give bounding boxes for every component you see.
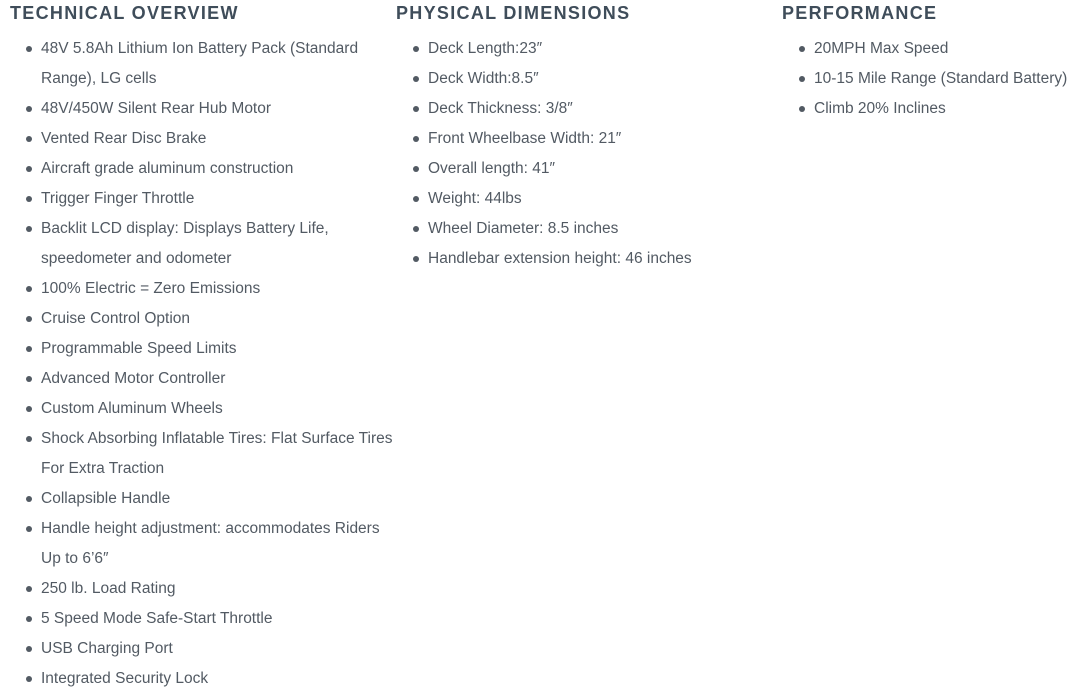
spec-item-text: 10-15 Mile Range (Standard Battery) <box>814 70 1068 87</box>
spec-item-text: Overall length: 41″ <box>428 160 555 177</box>
spec-item-text: Integrated Security Lock <box>41 670 209 687</box>
spec-item-text: Vented Rear Disc Brake <box>41 130 207 147</box>
spec-item-text: Advanced Motor Controller <box>41 370 226 387</box>
spec-item-text: Weight: 44lbs <box>428 190 522 207</box>
spec-item <box>396 154 756 184</box>
spec-item <box>10 184 395 214</box>
spec-item-text: Deck Thickness: 3/8″ <box>428 100 573 117</box>
spec-item <box>10 514 395 574</box>
spec-item <box>396 124 756 154</box>
bullet-icon <box>26 496 32 502</box>
spec-item <box>396 244 756 274</box>
bullet-icon <box>413 136 419 142</box>
spec-item-text: Front Wheelbase Width: 21″ <box>428 130 622 147</box>
technical-overview-section <box>10 0 395 694</box>
spec-item <box>10 574 395 604</box>
spec-item <box>10 124 395 154</box>
spec-item-text: 48V/450W Silent Rear Hub Motor <box>41 100 272 117</box>
spec-item-text: Deck Width:8.5″ <box>428 70 539 87</box>
spec-item <box>782 94 1082 124</box>
spec-item <box>10 424 395 484</box>
physical-dimensions-list <box>396 34 756 274</box>
spec-item-text: Handlebar extension height: 46 inches <box>428 250 692 267</box>
bullet-icon <box>26 526 32 532</box>
bullet-icon <box>413 76 419 82</box>
bullet-icon <box>413 196 419 202</box>
bullet-icon <box>26 346 32 352</box>
spec-item-text: 100% Electric = Zero Emissions <box>41 280 261 297</box>
performance-list <box>782 34 1082 124</box>
spec-item <box>10 94 395 124</box>
spec-item-text: 20MPH Max Speed <box>814 40 949 57</box>
bullet-icon <box>413 106 419 112</box>
spec-item <box>10 394 395 424</box>
spec-item-text: Backlit LCD display: Displays Battery Life, speedometer and odometer <box>41 220 329 267</box>
spec-item <box>782 64 1082 94</box>
bullet-icon <box>26 166 32 172</box>
spec-item <box>782 34 1082 64</box>
performance-heading: PERFORMANCE <box>782 3 938 23</box>
spec-item <box>10 364 395 394</box>
spec-item <box>10 304 395 334</box>
spec-item-text: Aircraft grade aluminum construction <box>41 160 294 177</box>
spec-item-text: Wheel Diameter: 8.5 inches <box>428 220 619 237</box>
performance-section <box>782 0 1082 124</box>
spec-item-text: Collapsible Handle <box>41 490 171 507</box>
bullet-icon <box>799 76 805 82</box>
spec-item-text: USB Charging Port <box>41 640 173 657</box>
spec-item <box>10 634 395 664</box>
spec-item <box>10 214 395 274</box>
spec-item-text: Handle height adjustment: accommodates Riders Up to 6’6″ <box>41 520 380 567</box>
physical-dimensions-section <box>396 0 756 274</box>
spec-item-text: 48V 5.8Ah Lithium Ion Battery Pack (Standard Range), LG cells <box>41 40 359 87</box>
spec-item <box>396 34 756 64</box>
bullet-icon <box>799 46 805 52</box>
spec-item <box>10 334 395 364</box>
bullet-icon <box>26 226 32 232</box>
bullet-icon <box>26 676 32 682</box>
bullet-icon <box>799 106 805 112</box>
bullet-icon <box>26 196 32 202</box>
spec-item-text: 5 Speed Mode Safe-Start Throttle <box>41 610 273 627</box>
bullet-icon <box>413 166 419 172</box>
spec-item <box>396 214 756 244</box>
bullet-icon <box>26 46 32 52</box>
bullet-icon <box>26 406 32 412</box>
bullet-icon <box>26 616 32 622</box>
bullet-icon <box>26 436 32 442</box>
spec-item-text: Custom Aluminum Wheels <box>41 400 223 417</box>
technical-overview-heading: TECHNICAL OVERVIEW <box>10 3 239 23</box>
spec-item <box>396 94 756 124</box>
spec-item-text: Cruise Control Option <box>41 310 191 327</box>
spec-item-text: Deck Length:23″ <box>428 40 543 57</box>
bullet-icon <box>26 586 32 592</box>
spec-item-text: Shock Absorbing Inflatable Tires: Flat Surface Tires For Extra Traction <box>41 430 393 477</box>
spec-item <box>10 274 395 304</box>
bullet-icon <box>26 646 32 652</box>
bullet-icon <box>26 106 32 112</box>
bullet-icon <box>413 256 419 262</box>
bullet-icon <box>26 316 32 322</box>
technical-overview-list <box>10 34 395 694</box>
bullet-icon <box>26 376 32 382</box>
physical-dimensions-heading: PHYSICAL DIMENSIONS <box>396 3 631 23</box>
spec-item <box>10 154 395 184</box>
bullet-icon <box>26 136 32 142</box>
bullet-icon <box>413 226 419 232</box>
spec-item <box>10 34 395 94</box>
spec-item-text: Programmable Speed Limits <box>41 340 237 357</box>
spec-item <box>396 184 756 214</box>
bullet-icon <box>413 46 419 52</box>
spec-item <box>10 484 395 514</box>
spec-item-text: Trigger Finger Throttle <box>41 190 195 207</box>
spec-item <box>10 664 395 694</box>
bullet-icon <box>26 286 32 292</box>
spec-item <box>10 604 395 634</box>
spec-item-text: 250 lb. Load Rating <box>41 580 176 597</box>
spec-item-text: Climb 20% Inclines <box>814 100 946 117</box>
spec-item <box>396 64 756 94</box>
